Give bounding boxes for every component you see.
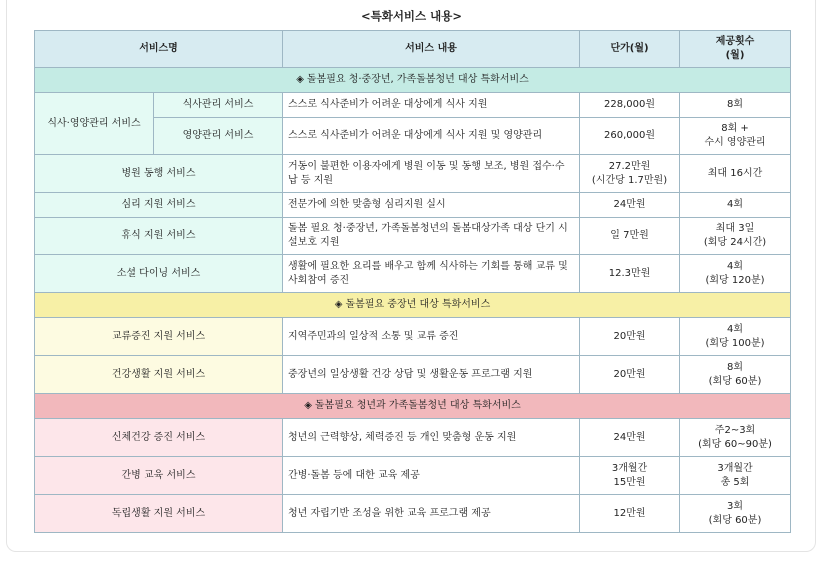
unit-price-line1: 3개월간 xyxy=(611,462,648,474)
service-name: 간병 교육 서비스 xyxy=(35,457,283,495)
frequency-line1: 8회 + xyxy=(721,123,749,134)
unit-price: 12만원 xyxy=(580,495,680,533)
frequency: 8회 xyxy=(680,93,791,118)
sub-service-name: 식사관리 서비스 xyxy=(154,93,283,118)
service-name: 휴식 지원 서비스 xyxy=(35,218,283,255)
section-title-text: 돌봄필요 중장년 대상 특화서비스 xyxy=(345,299,491,310)
diamond-icon: ◈ xyxy=(334,299,343,310)
section-header-row xyxy=(35,293,791,318)
frequency-line2: (회당 100분) xyxy=(705,337,765,349)
section-title xyxy=(35,394,791,419)
section-header-row xyxy=(35,68,791,93)
service-name: 소셜 다이닝 서비스 xyxy=(35,255,283,293)
frequency-line2: (회당 120분) xyxy=(705,274,765,286)
unit-price: 20만원 xyxy=(580,356,680,394)
unit-price: 일 7만원 xyxy=(580,218,680,255)
service-content: 간병·돌봄 등에 대한 교육 제공 xyxy=(283,457,580,495)
table-row xyxy=(35,318,791,356)
service-name: 건강생활 지원 서비스 xyxy=(35,356,283,394)
table-row xyxy=(35,93,791,118)
frequency-line1: 8회 xyxy=(727,361,744,373)
service-content: 생활에 필요한 요리를 배우고 함께 식사하는 기회를 통해 교류 및 사회참여 증진 xyxy=(283,255,580,293)
frequency-line1: 3회 xyxy=(727,500,744,512)
table-row xyxy=(35,419,791,457)
service-name: 병원 동행 서비스 xyxy=(35,155,283,193)
service-content: 돌봄 필요 청·중장년, 가족돌봄청년의 돌봄대상가족 대상 단기 시설보호 지원 xyxy=(283,218,580,255)
unit-price-line1: 27.2만원 xyxy=(608,160,651,172)
unit-price: 260,000원 xyxy=(580,118,680,155)
frequency-line1: 3개월간 xyxy=(717,462,753,474)
diamond-icon: ◈ xyxy=(296,74,304,85)
frequency xyxy=(680,457,791,495)
frequency xyxy=(680,255,791,293)
section-header-row xyxy=(35,394,791,419)
special-services-table xyxy=(34,30,791,533)
header-frequency xyxy=(680,31,791,68)
frequency-line1: 최대 3일 xyxy=(715,223,755,234)
unit-price: 24만원 xyxy=(580,419,680,457)
header-unit-price: 단가(월) xyxy=(580,31,680,68)
header-service-content: 서비스 내용 xyxy=(283,31,580,68)
frequency xyxy=(680,218,791,255)
frequency: 최대 16시간 xyxy=(680,155,791,193)
header-frequency-line1: 제공횟수 xyxy=(715,36,755,47)
table-title: <특화서비스 내용> xyxy=(360,9,463,23)
unit-price: 12.3만원 xyxy=(580,255,680,293)
frequency-line1: 4회 xyxy=(727,323,744,335)
frequency xyxy=(680,318,791,356)
frequency-line2: 수시 영양관리 xyxy=(704,137,766,148)
table-row xyxy=(35,218,791,255)
sub-service-name: 영양관리 서비스 xyxy=(154,118,283,155)
table-row xyxy=(35,155,791,193)
frequency: 4회 xyxy=(680,193,791,218)
section-title-text: 돌봄필요 청년과 가족돌봄청년 대상 특화서비스 xyxy=(314,400,521,411)
service-name: 심리 지원 서비스 xyxy=(35,193,283,218)
frequency-line2: (회당 60분) xyxy=(708,375,762,387)
service-content: 거동이 불편한 이용자에게 병원 이동 및 동행 보조, 병원 접수·수납 등 지원 xyxy=(283,155,580,193)
diamond-icon: ◈ xyxy=(304,400,312,411)
table-row xyxy=(35,193,791,218)
unit-price: 228,000원 xyxy=(580,93,680,118)
frequency xyxy=(680,356,791,394)
unit-price: 20만원 xyxy=(580,318,680,356)
service-content: 지역주민과의 일상적 소통 및 교류 증진 xyxy=(283,318,580,356)
service-content: 청년의 근력향상, 체력증진 등 개인 맞춤형 운동 지원 xyxy=(283,419,580,457)
frequency-line1: 4회 xyxy=(727,260,744,272)
service-content: 스스로 식사준비가 어려운 대상에게 식사 지원 및 영양관리 xyxy=(283,118,580,155)
service-name: 신체건강 증진 서비스 xyxy=(35,419,283,457)
service-content: 스스로 식사준비가 어려운 대상에게 식사 지원 xyxy=(283,93,580,118)
service-name: 독립생활 지원 서비스 xyxy=(35,495,283,533)
header-frequency-line2: (월) xyxy=(725,50,745,61)
section-title-text: 돌봄필요 청·중장년, 가족돌봄청년 대상 특화서비스 xyxy=(306,74,529,85)
service-name: 교류증진 지원 서비스 xyxy=(35,318,283,356)
unit-price xyxy=(580,457,680,495)
section-title xyxy=(35,68,791,93)
unit-price-line2: (시간당 1.7만원) xyxy=(591,174,668,186)
service-content: 중장년의 일상생활 건강 상담 및 생활운동 프로그램 지원 xyxy=(283,356,580,394)
frequency xyxy=(680,118,791,155)
table-row xyxy=(35,356,791,394)
header-service-name: 서비스명 xyxy=(35,31,283,68)
frequency xyxy=(680,419,791,457)
section-title xyxy=(35,293,791,318)
service-content: 전문가에 의한 맞춤형 심리지원 실시 xyxy=(283,193,580,218)
table-row xyxy=(35,255,791,293)
frequency-line2: 총 5회 xyxy=(720,476,750,488)
table-row xyxy=(35,495,791,533)
unit-price-line2: 15만원 xyxy=(613,476,646,488)
frequency-line1: 주2~3회 xyxy=(714,424,756,436)
table-row xyxy=(35,457,791,495)
unit-price xyxy=(580,155,680,193)
service-content: 청년 자립기반 조성을 위한 교육 프로그램 제공 xyxy=(283,495,580,533)
frequency-line2: (회당 60분) xyxy=(708,514,762,526)
unit-price: 24만원 xyxy=(580,193,680,218)
frequency-line2: (회당 60~90분) xyxy=(698,438,772,450)
header-row xyxy=(35,31,791,68)
frequency-line2: (회당 24시간) xyxy=(703,237,767,248)
frequency xyxy=(680,495,791,533)
service-group-name: 식사·영양관리 서비스 xyxy=(35,93,154,155)
